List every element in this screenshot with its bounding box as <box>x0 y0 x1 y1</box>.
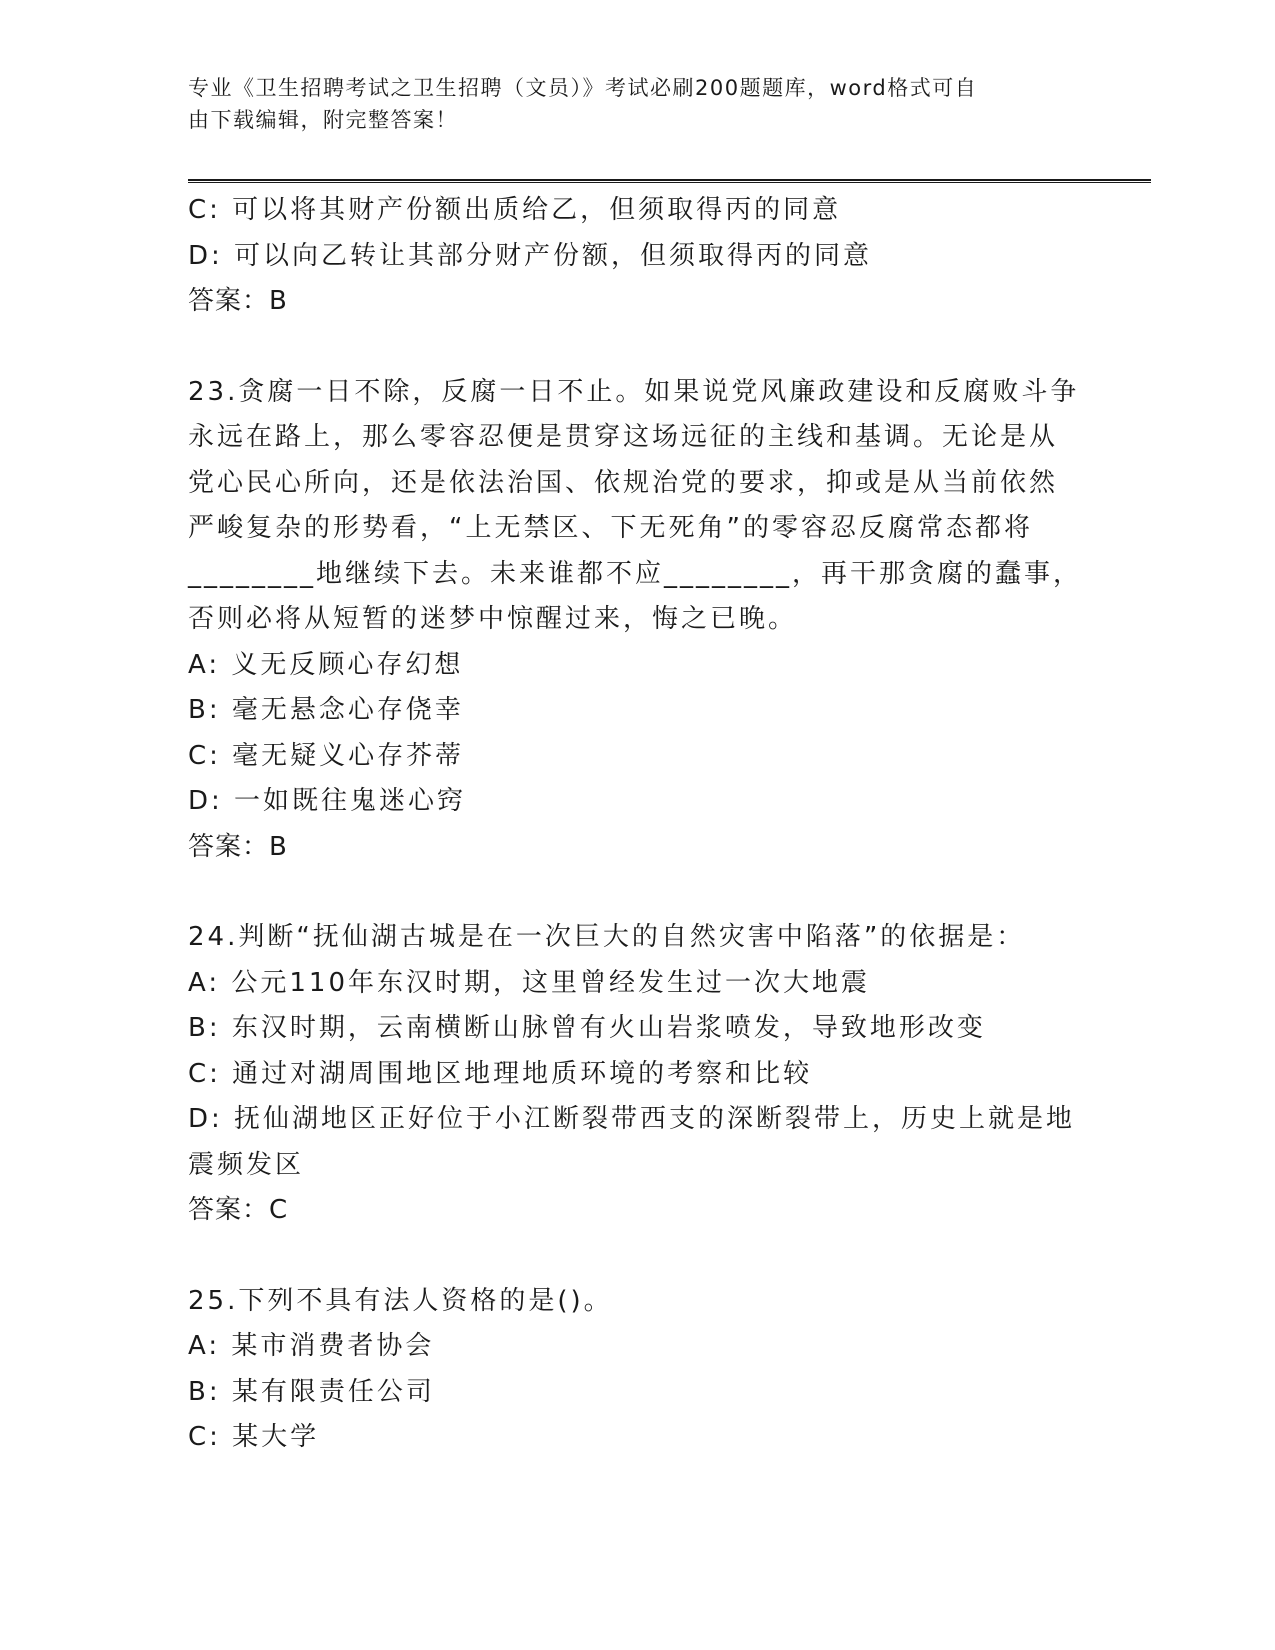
question-stem: 25.下列不具有法人资格的是()。 <box>188 1285 613 1316</box>
question-24 <box>188 915 1088 1234</box>
answer: 答案：B <box>188 286 288 316</box>
question-23 <box>188 370 1088 871</box>
question-stem-line: 严峻复杂的形势看，“上无禁区、下无死角”的零容忍反腐常态都将 <box>188 513 1033 543</box>
option-a: A: 某市消费者协会 <box>188 1331 435 1361</box>
option-b: B: 毫无悬念心存侥幸 <box>188 695 464 725</box>
spacer <box>188 1234 1088 1279</box>
option-a: A: 义无反顾心存幻想 <box>188 649 464 680</box>
option-c: C: 毫无疑义心存芥蒂 <box>188 740 465 771</box>
question-stem-line: 永远在路上，那么零容忍便是贯穿这场远征的主线和基调。无论是从 <box>188 422 1059 452</box>
question-22-tail <box>188 188 1088 325</box>
answer: 答案：C <box>188 1195 289 1225</box>
option-c: C: 可以将其财产份额出质给乙，但须取得丙的同意 <box>188 195 842 225</box>
header-divider <box>188 179 1151 183</box>
option-a: A: 公元110年东汉时期，这里曾经发生过一次大地震 <box>188 967 870 998</box>
option-b: B: 某有限责任公司 <box>188 1376 435 1407</box>
option-c: C: 通过对湖周围地区地理地质环境的考察和比较 <box>188 1058 813 1089</box>
question-stem: 24.判断“抚仙湖古城是在一次巨大的自然灾害中陷落”的依据是： <box>188 922 1026 952</box>
header-line-1: 专业《卫生招聘考试之卫生招聘（文员）》考试必刷200题题库，word格式可自 <box>188 76 978 100</box>
option-c: C: 某大学 <box>188 1422 320 1452</box>
option-b: B: 东汉时期，云南横断山脉曾有火山岩浆喷发，导致地形改变 <box>188 1013 986 1043</box>
spacer <box>188 870 1088 915</box>
question-stem-line: 23.贪腐一日不除，反腐一日不止。如果说党风廉政建设和反腐败斗争 <box>188 376 1080 407</box>
option-d: D: 抚仙湖地区正好位于小江断裂带西支的深断裂带上，历史上就是地 <box>188 1104 1076 1134</box>
spacer <box>188 325 1088 370</box>
question-25 <box>188 1279 1088 1461</box>
option-d: D: 可以向乙转让其部分财产份额，但须取得丙的同意 <box>188 240 873 271</box>
question-stem-line: 否则必将从短暂的迷梦中惊醒过来，悔之已晚。 <box>188 604 798 634</box>
question-stem-line: ________地继续下去。未来谁都不应________，再干那贪腐的蠢事， <box>188 558 1083 589</box>
answer: 答案：B <box>188 831 288 862</box>
option-d: D: 一如既往鬼迷心窍 <box>188 786 467 816</box>
header-line-2: 由下载编辑，附完整答案！ <box>188 108 458 132</box>
option-d-continued: 震频发区 <box>188 1149 305 1180</box>
question-stem-line: 党心民心所向，还是依法治国、依规治党的要求，抑或是从当前依然 <box>188 467 1059 498</box>
document-header <box>188 72 1068 136</box>
question-content <box>188 188 1088 1461</box>
